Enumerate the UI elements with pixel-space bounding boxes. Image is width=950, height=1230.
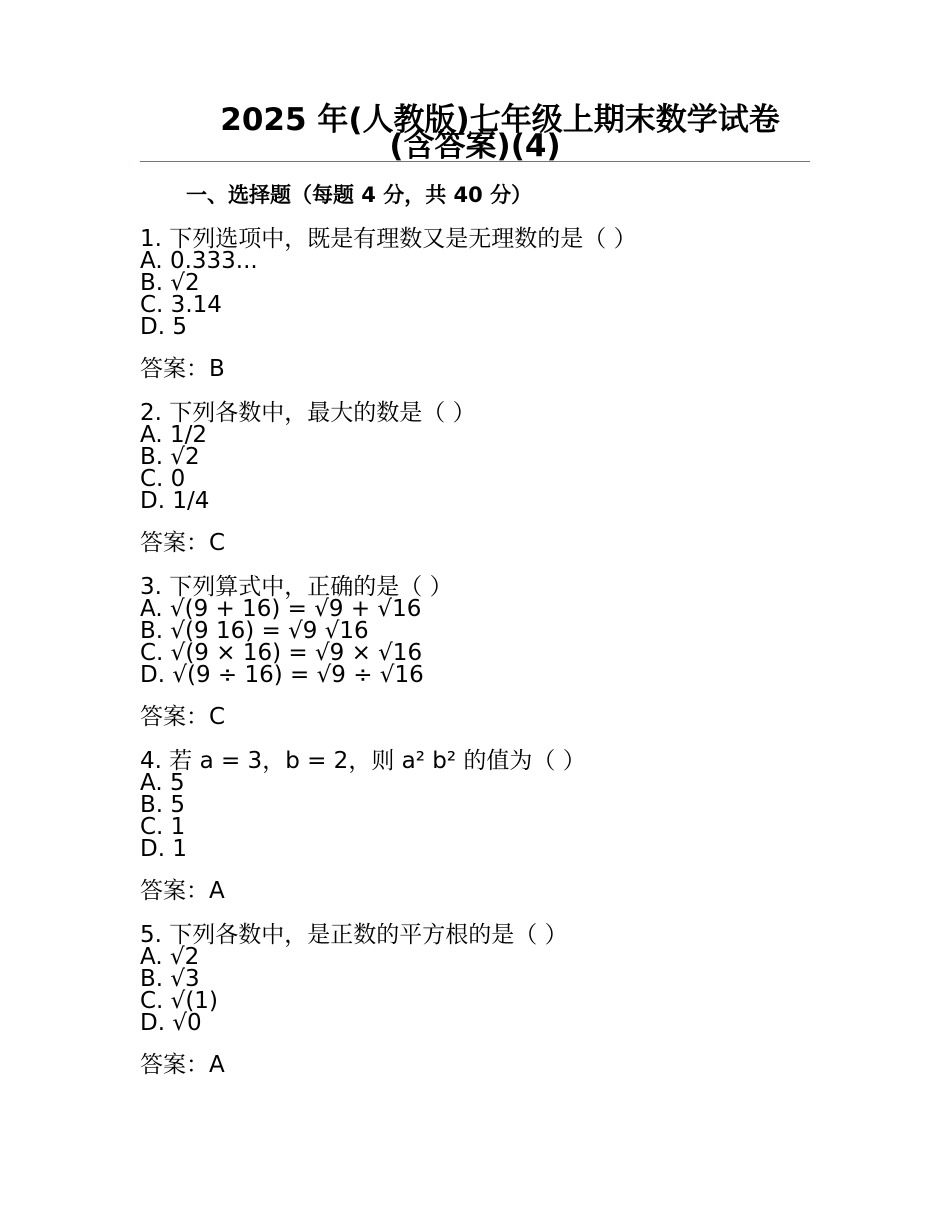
option-c: C. √(1) — [140, 988, 218, 1014]
question-5 — [140, 922, 820, 1078]
option-c: C. 3.14 — [140, 292, 222, 318]
option-d: D. 1/4 — [140, 488, 210, 514]
question-stem: 1. 下列选项中，既是有理数又是无理数的是（ ） — [140, 226, 637, 252]
option-b: B. √2 — [140, 270, 200, 296]
option-b: B. 5 — [140, 792, 186, 818]
question-1 — [140, 226, 820, 382]
question-4 — [140, 748, 820, 904]
title-line-1: 2025 年(人教版)七年级上期末数学试卷 — [220, 102, 780, 138]
answer-text: 答案：A — [140, 878, 225, 904]
option-d: D. 1 — [140, 836, 187, 862]
question-stem: 2. 下列各数中，最大的数是（ ） — [140, 400, 476, 426]
option-b: B. √2 — [140, 444, 200, 470]
question-2 — [140, 400, 820, 556]
answer-text: 答案：B — [140, 356, 225, 382]
option-d: D. √0 — [140, 1010, 202, 1036]
answer-text: 答案：C — [140, 530, 226, 556]
option-a: A. 5 — [140, 770, 185, 796]
answer-text: 答案：A — [140, 1052, 225, 1078]
option-a: A. 1/2 — [140, 422, 207, 448]
option-c: C. 0 — [140, 466, 186, 492]
option-a: A. 0.333... — [140, 248, 258, 274]
document-title — [140, 104, 810, 162]
option-a: A. √2 — [140, 944, 200, 970]
section-heading: 一、选择题（每题 4 分，共 40 分） — [186, 183, 533, 207]
answer-text: 答案：C — [140, 704, 226, 730]
option-a: A. √(9 + 16) = √9 + √16 — [140, 596, 422, 622]
option-c: C. √(9 × 16) = √9 × √16 — [140, 640, 423, 666]
title-line-2: (含答案)(4) — [389, 128, 561, 164]
question-stem: 5. 下列各数中，是正数的平方根的是（ ） — [140, 922, 568, 948]
option-d: D. √(9 ÷ 16) = √9 ÷ √16 — [140, 662, 424, 688]
option-d: D. 5 — [140, 314, 187, 340]
question-3 — [140, 574, 820, 730]
option-c: C. 1 — [140, 814, 186, 840]
option-b: B. √(9 16) = √9 √16 — [140, 618, 369, 644]
option-b: B. √3 — [140, 966, 200, 992]
title-underline — [140, 161, 810, 162]
question-stem: 4. 若 a = 3，b = 2，则 a² b² 的值为（ ） — [140, 748, 586, 774]
question-stem: 3. 下列算式中，正确的是（ ） — [140, 574, 453, 600]
